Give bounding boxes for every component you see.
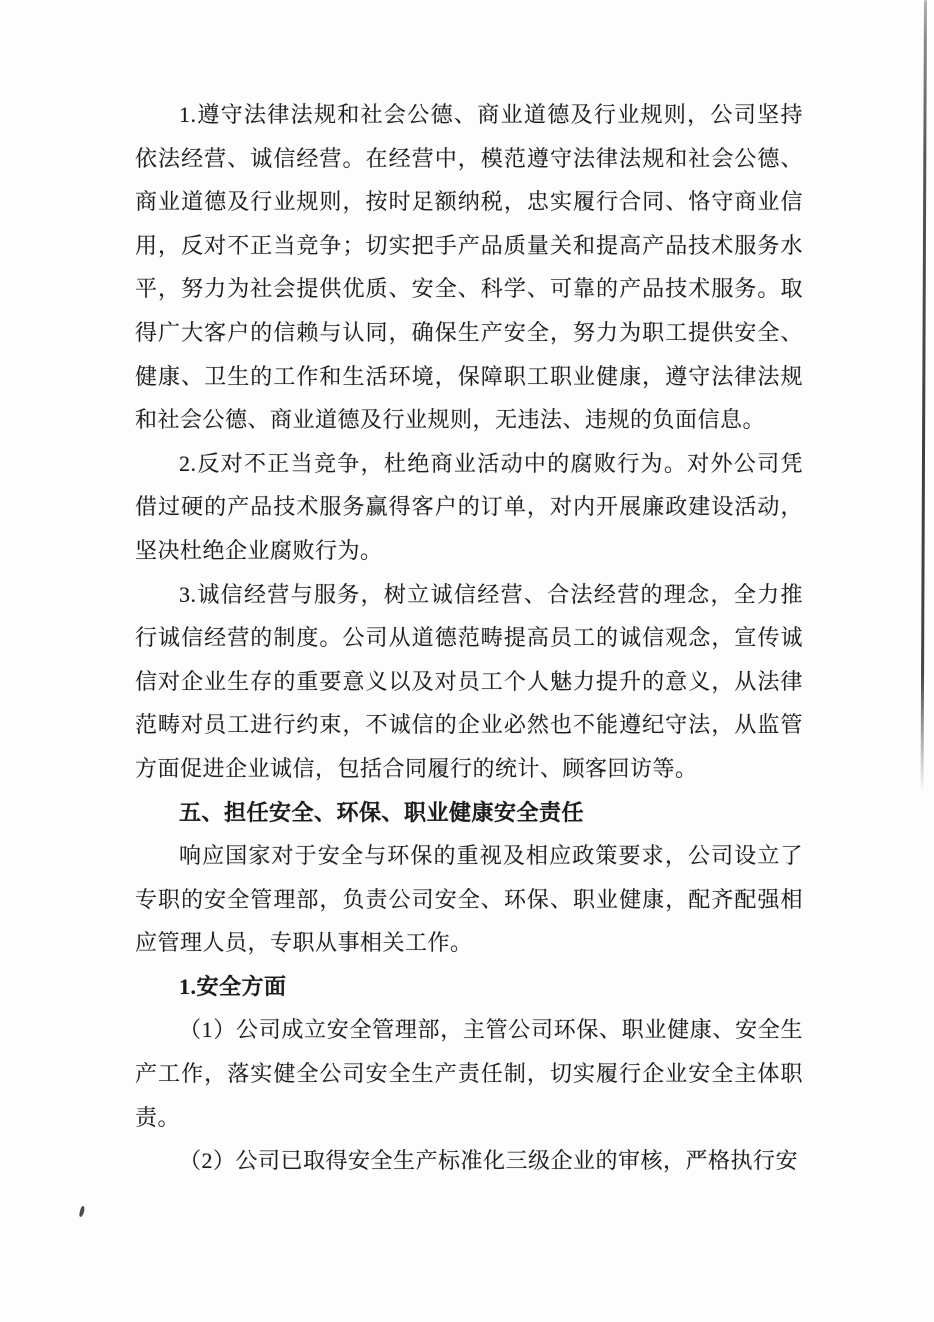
section-heading: 五、担任安全、环保、职业健康安全责任 <box>179 799 585 825</box>
paragraph: 响应国家对于安全与环保的重视及相应政策要求，公司设立了专职的安全管理部，负责公司安全、环保、职业健康，配齐配强相应管理人员，专职从事相关工作。 <box>135 843 803 956</box>
paragraph: 1.遵守法律法规和社会公德、商业道德及行业规则，公司坚持依法经营、诚信经营。在经营中，模范遵守法律法规和社会公德、商业道德及行业规则，按时足额纳税，忠实履行合同、恪守商业信用，反对不正当竞争；切实把手产品质量关和提高产品技术服务水平，努力为社会提供优质、安全、科学、可靠的产品技术服务。取得广大客户的信赖与认同，确保生产安全，努力为职工提供安全、健康、卫生的工作和生活环境，保障职工职业健康，遵守法律法规和社会公德、商业道德及行业规则，无违法、违规的负面信息。 <box>135 102 803 433</box>
scanner-edge-artifact <box>921 0 927 792</box>
paragraph: （1）公司成立安全管理部，主管公司环保、职业健康、安全生产工作，落实健全公司安全生产责任制，切实履行企业安全主体职责。 <box>135 1017 803 1130</box>
paragraph: （2）公司已取得安全生产标准化三级企业的审核，严格执行安 <box>179 1148 799 1174</box>
document-body <box>135 93 803 1183</box>
paragraph: 2.反对不正当竞争，杜绝商业活动中的腐败行为。对外公司凭借过硬的产品技术服务赢得客户的订单，对内开展廉政建设活动，坚决杜绝企业腐败行为。 <box>135 450 803 563</box>
stray-ink-mark <box>79 1206 86 1218</box>
paragraph: 3.诚信经营与服务，树立诚信经营、合法经营的理念，全力推行诚信经营的制度。公司从道德范畴提高员工的诚信观念，宣传诚信对企业生存的重要意义以及对员工个人魅力提升的意义，从法律范畴对员工进行约束，不诚信的企业必然也不能遵纪守法，从监管方面促进企业诚信，包括合同履行的统计、顾客回访等。 <box>135 581 803 781</box>
section-heading: 1.安全方面 <box>179 973 287 999</box>
